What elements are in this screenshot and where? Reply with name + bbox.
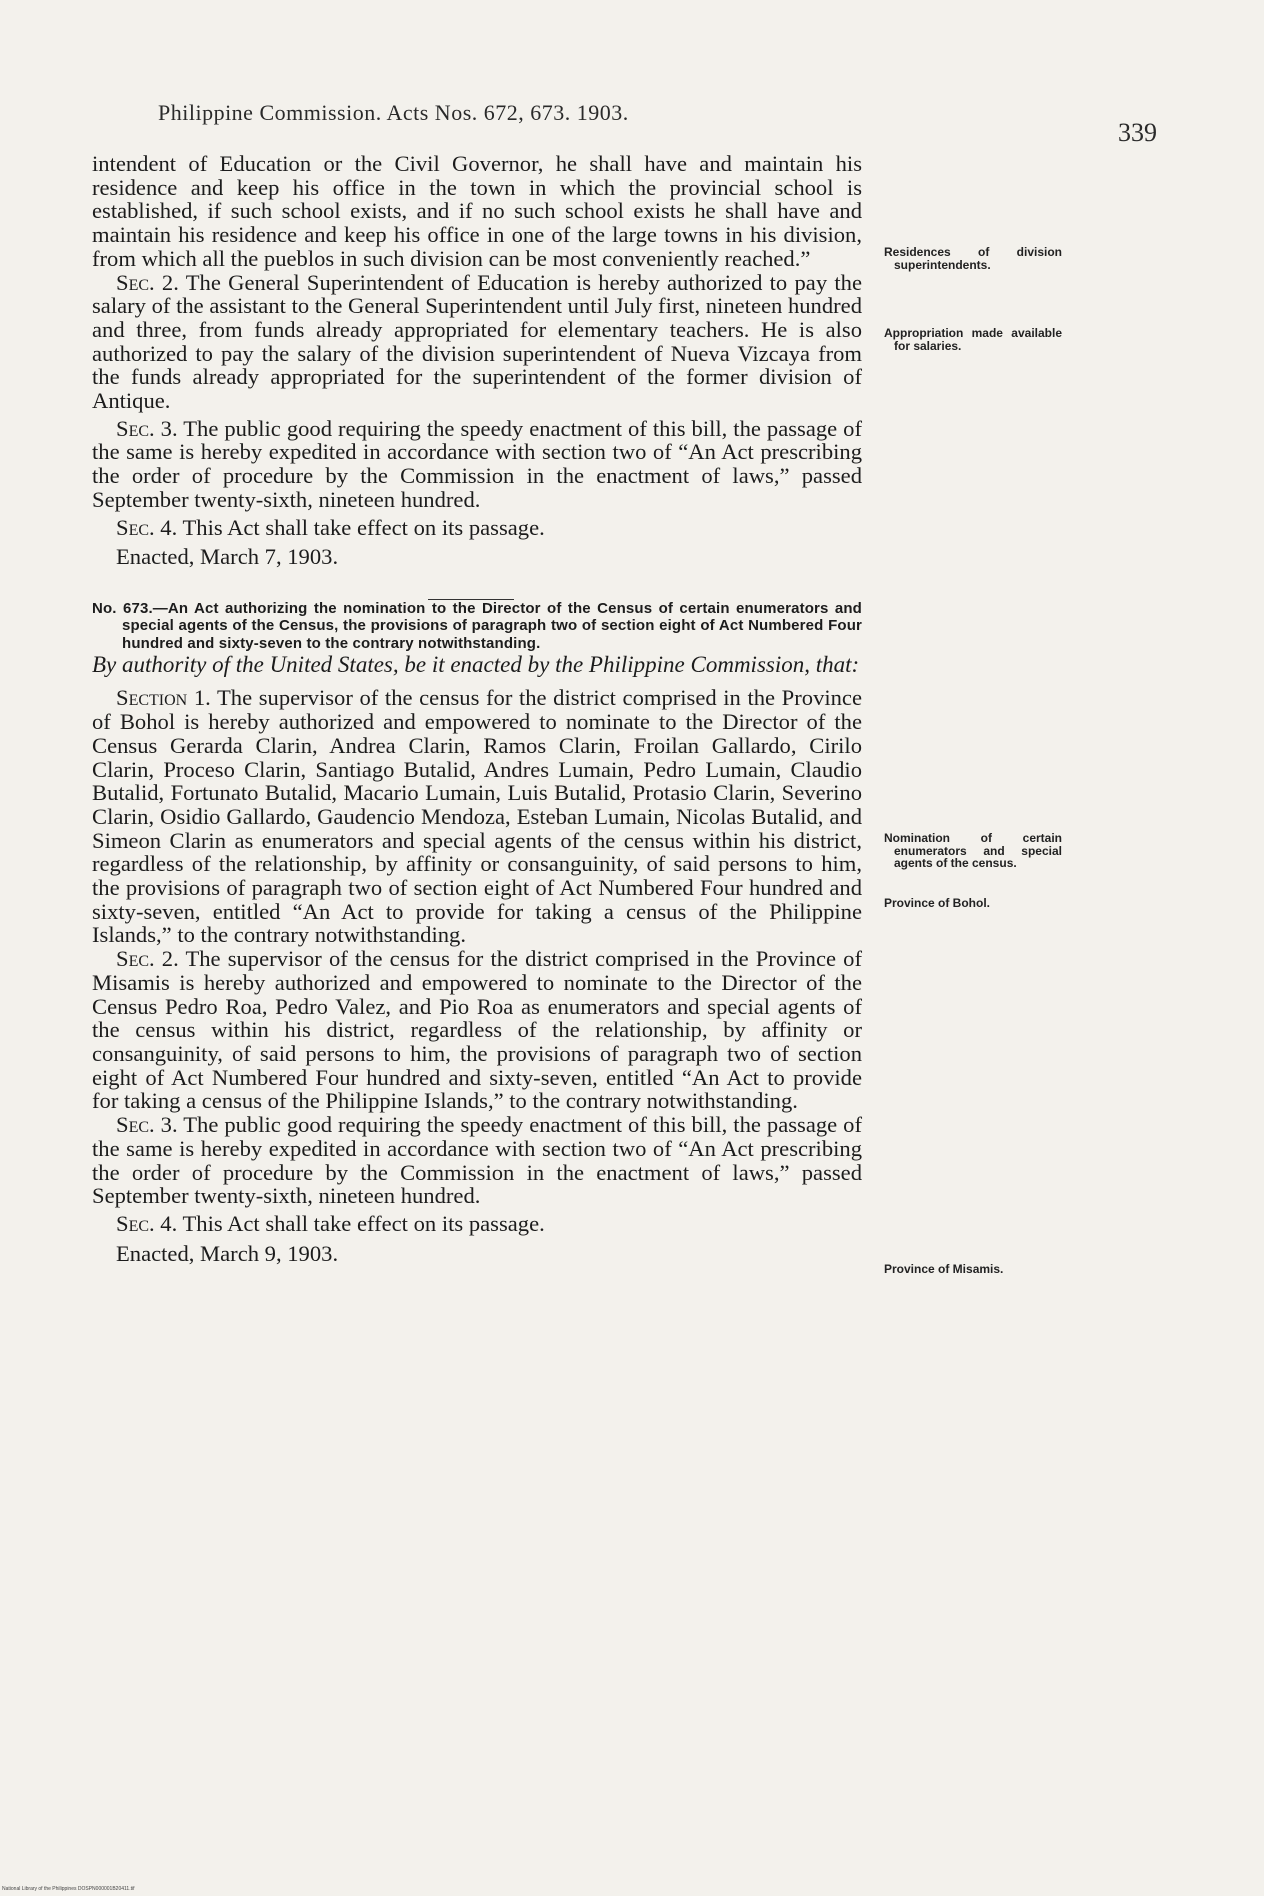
section-heading: Sec. 4.	[116, 514, 178, 540]
section-heading: Sec. 2.	[116, 946, 179, 972]
act673-enacting-clause: By authority of the United States, be it enacted by the Philippine Commission, that:	[92, 652, 860, 678]
margin-note-misamis: Province of Misamis.	[884, 1262, 1004, 1276]
scan-footer: National Library of the Philippines DOSPN000001B20411.tif	[2, 1886, 135, 1892]
section-text: The General Superintendent of Education is hereby authorized to pay the salary of the assistant to the General Superintendent until July first, nineteen hundred and three, from funds already appropriated for elementary teachers. He is also authorized to pay the salary of the division superintendent of Nueva Vizcaya from the funds already appropriated for the superintendent of the former division of Antique.	[92, 269, 862, 414]
act673-enacted-date: Enacted, March 9, 1903.	[116, 1240, 339, 1266]
margin-note-appropriation: Appropriation made available for salaries.	[884, 326, 1062, 353]
section-heading: Sec. 4.	[116, 1210, 178, 1236]
margin-note-nomination: Nomination of certain enumerators and special agents of the census.	[884, 831, 1062, 870]
section-heading: Section 1.	[116, 685, 211, 711]
act672-enacted-date: Enacted, March 7, 1903.	[116, 544, 339, 570]
section-text: The supervisor of the census for the district comprised in the Province of Bohol is hereby authorized and empowered to nominate to the Director of the Census Gerarda Clarin, Andrea Clarin, Ramos Clarin, Froilan Gallardo, Cirilo Clarin, Proceso Clarin, Santiago Butalid, Andres Lumain, Pedro Lumain, Claudio Butalid, Fortunato Butalid, Macario Lumain, Luis Butalid, Protasio Clarin, Severino Clarin, Osidio Gallardo, Gaudencio Mendoza, Esteban Lumain, Nicolas Butalid, and Simeon Clarin as enumerators and special agents of the census within his district, regardless of the relationship, by affinity or consanguinity, of said persons to him, the provisions of paragraph two of section eight of Act Numbered Four hundred and sixty-seven, entitled “An Act to provide for taking a census of the Philippine Islands,” to the contrary notwithstanding.	[92, 685, 862, 948]
act673-section-1	[92, 686, 862, 947]
section-heading: Sec. 2.	[116, 269, 179, 295]
act672-section-4	[92, 516, 862, 540]
section-heading: Sec. 3.	[116, 415, 178, 441]
page-number: 339	[1118, 118, 1157, 147]
act673-section-3	[92, 1113, 862, 1208]
act672-continuation-paragraph: intendent of Education or the Civil Governor, he shall have and maintain his residence and keep his office in the town in which the provincial school is established, if such school exists, and if no such school exists he shall have and maintain his residence and keep his office in one of the large towns in his division, from which all the pueblos in such division can be most conveniently reached.”	[92, 151, 862, 271]
section-heading: Sec. 3.	[116, 1112, 178, 1138]
act673-section-2	[92, 947, 862, 1113]
margin-note-residences: Residences of division superintendents.	[884, 245, 1062, 272]
act672-section-2	[92, 271, 862, 413]
section-text: The public good requiring the speedy enactment of this bill, the passage of the same is hereby expedited in accordance with section two of “An Act prescribing the order of procedure by the Commission in the enactment of laws,” passed September twenty-sixth, nineteen hundred.	[92, 1112, 862, 1209]
section-text: This Act shall take effect on its passage.	[177, 1210, 545, 1236]
main-text-column	[92, 152, 862, 1265]
margin-note-bohol: Province of Bohol.	[884, 896, 991, 910]
section-text: This Act shall take effect on its passage.	[177, 514, 545, 540]
running-header: Philippine Commission. Acts Nos. 672, 673. 1903.	[158, 100, 629, 125]
section-text: The public good requiring the speedy enactment of this bill, the passage of the same is hereby expedited in accordance with section two of “An Act prescribing the order of procedure by the Commission in the enactment of laws,” passed September twenty-sixth, nineteen hundred.	[92, 415, 862, 512]
section-text: The supervisor of the census for the district comprised in the Province of Misamis is hereby authorized and empowered to nominate to the Director of the Census Pedro Roa, Pedro Valez, and Pio Roa as enumerators and special agents of the census within his district, regardless of the relationship, by affinity or consanguinity, of said persons to him, the provisions of paragraph two of section eight of Act Numbered Four hundred and sixty-seven, entitled “An Act to provide for taking a census of the Philippine Islands,” to the contrary notwithstanding.	[92, 946, 862, 1114]
act673-title: No. 673.—An Act authorizing the nomination to the Director of the Census of certain enumerators and special agents of the Census, the provisions of paragraph two of section eight of Act Numbered Four hundred and sixty-seven to the contrary notwithstanding.	[92, 599, 862, 652]
act672-section-3	[92, 417, 862, 512]
act673-section-4	[92, 1212, 862, 1236]
